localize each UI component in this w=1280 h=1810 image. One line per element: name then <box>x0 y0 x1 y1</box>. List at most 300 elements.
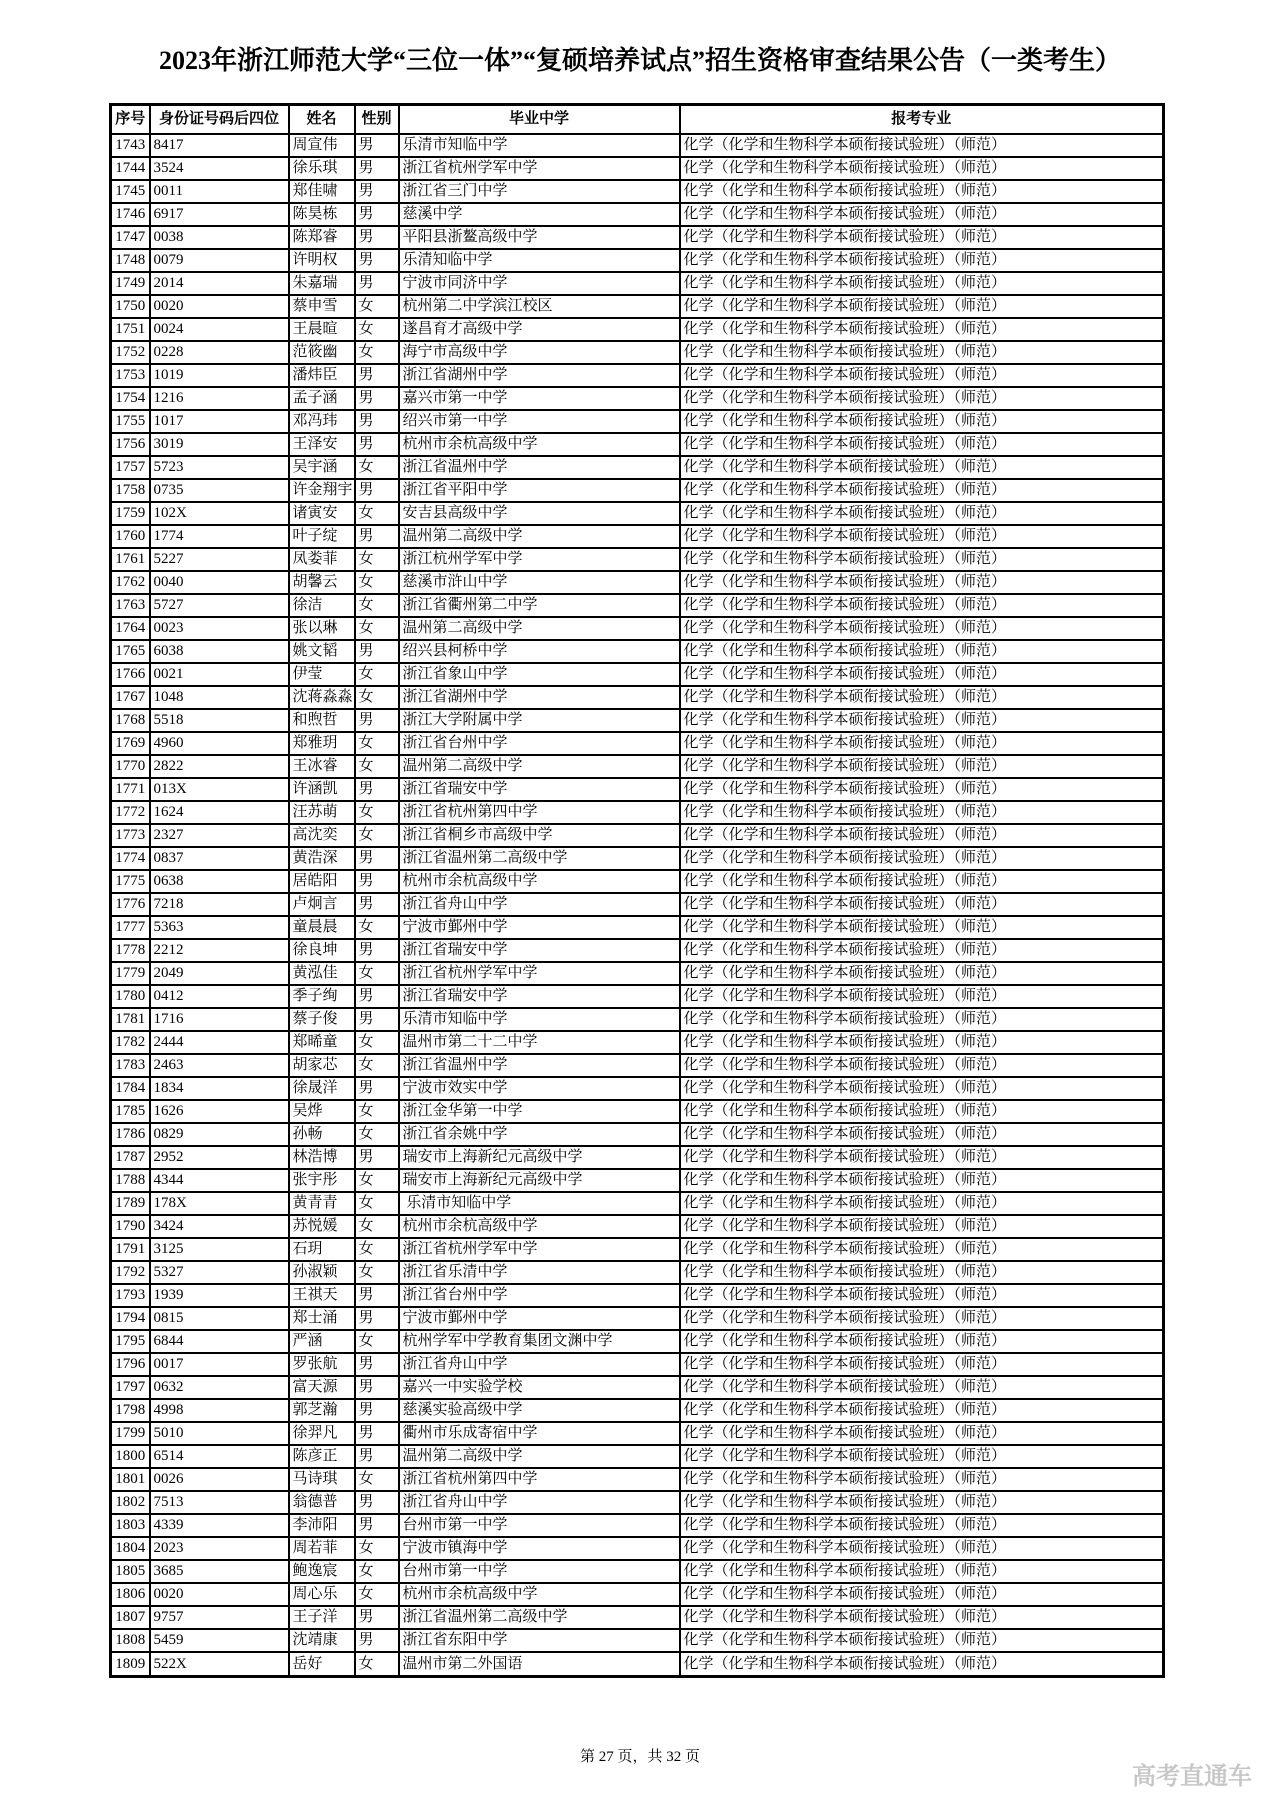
cell-gender: 男 <box>355 1491 399 1514</box>
cell-school: 温州第二高级中学 <box>399 1445 680 1468</box>
cell-major: 化学（化学和生物科学本硕衔接试验班）（师范） <box>680 962 1164 985</box>
cell-seq: 1783 <box>111 1054 150 1077</box>
cell-gender: 女 <box>355 732 399 755</box>
cell-major: 化学（化学和生物科学本硕衔接试验班）（师范） <box>680 1537 1164 1560</box>
cell-gender: 男 <box>355 1146 399 1169</box>
cell-seq: 1786 <box>111 1123 150 1146</box>
cell-id-last4: 178X <box>150 1192 289 1215</box>
cell-id-last4: 3019 <box>150 433 289 456</box>
cell-name: 陈郑睿 <box>289 226 355 249</box>
cell-major: 化学（化学和生物科学本硕衔接试验班）（师范） <box>680 180 1164 203</box>
cell-gender: 男 <box>355 1422 399 1445</box>
cell-name: 沈靖康 <box>289 1629 355 1652</box>
cell-school: 浙江省台州中学 <box>399 1284 680 1307</box>
cell-name: 邓冯玮 <box>289 410 355 433</box>
table-row <box>111 732 1164 755</box>
cell-name: 和煦哲 <box>289 709 355 732</box>
cell-name: 范筱幽 <box>289 341 355 364</box>
cell-id-last4: 1624 <box>150 801 289 824</box>
cell-seq: 1788 <box>111 1169 150 1192</box>
cell-gender: 女 <box>355 341 399 364</box>
cell-name: 苏悦媛 <box>289 1215 355 1238</box>
cell-major: 化学（化学和生物科学本硕衔接试验班）（师范） <box>680 1077 1164 1100</box>
cell-major: 化学（化学和生物科学本硕衔接试验班）（师范） <box>680 1560 1164 1583</box>
cell-gender: 男 <box>355 157 399 180</box>
cell-school: 浙江省三门中学 <box>399 180 680 203</box>
cell-name: 孙畅 <box>289 1123 355 1146</box>
results-table <box>109 103 1165 1678</box>
cell-gender: 女 <box>355 1560 399 1583</box>
table-row <box>111 1652 1164 1677</box>
table-row <box>111 985 1164 1008</box>
cell-name: 胡馨云 <box>289 571 355 594</box>
table-row <box>111 755 1164 778</box>
cell-name: 马诗琪 <box>289 1468 355 1491</box>
cell-id-last4: 0829 <box>150 1123 289 1146</box>
table-row <box>111 502 1164 525</box>
cell-name: 吴烨 <box>289 1100 355 1123</box>
cell-id-last4: 5518 <box>150 709 289 732</box>
table-row <box>111 686 1164 709</box>
cell-major: 化学（化学和生物科学本硕衔接试验班）（师范） <box>680 1422 1164 1445</box>
cell-name: 张以琳 <box>289 617 355 640</box>
cell-major: 化学（化学和生物科学本硕衔接试验班）（师范） <box>680 870 1164 893</box>
cell-major: 化学（化学和生物科学本硕衔接试验班）（师范） <box>680 134 1164 157</box>
table-row <box>111 1376 1164 1399</box>
cell-school: 浙江省温州第二高级中学 <box>399 1606 680 1629</box>
cell-seq: 1804 <box>111 1537 150 1560</box>
cell-seq: 1760 <box>111 525 150 548</box>
cell-id-last4: 0638 <box>150 870 289 893</box>
cell-gender: 男 <box>355 847 399 870</box>
table-row <box>111 1192 1164 1215</box>
cell-name: 潘炜臣 <box>289 364 355 387</box>
cell-gender: 女 <box>355 663 399 686</box>
cell-school: 衢州市乐成寄宿中学 <box>399 1422 680 1445</box>
cell-name: 伊莹 <box>289 663 355 686</box>
cell-seq: 1752 <box>111 341 150 364</box>
cell-seq: 1796 <box>111 1353 150 1376</box>
cell-seq: 1776 <box>111 893 150 916</box>
cell-name: 岳好 <box>289 1652 355 1677</box>
cell-seq: 1805 <box>111 1560 150 1583</box>
cell-major: 化学（化学和生物科学本硕衔接试验班）（师范） <box>680 1468 1164 1491</box>
cell-school: 浙江省瑞安中学 <box>399 985 680 1008</box>
cell-id-last4: 522X <box>150 1652 289 1677</box>
cell-name: 黄泓佳 <box>289 962 355 985</box>
cell-id-last4: 0040 <box>150 571 289 594</box>
page-number: 第 27 页，共 32 页 <box>579 1749 700 1765</box>
cell-name: 诸寅安 <box>289 502 355 525</box>
cell-school: 安吉县高级中学 <box>399 502 680 525</box>
cell-gender: 女 <box>355 1169 399 1192</box>
cell-id-last4: 2444 <box>150 1031 289 1054</box>
cell-name: 徐乐琪 <box>289 157 355 180</box>
cell-gender: 男 <box>355 226 399 249</box>
cell-school: 温州市第二外国语 <box>399 1652 680 1677</box>
cell-school: 浙江省台州中学 <box>399 732 680 755</box>
cell-name: 张宇彤 <box>289 1169 355 1192</box>
table-row <box>111 1606 1164 1629</box>
cell-id-last4: 2463 <box>150 1054 289 1077</box>
cell-id-last4: 5010 <box>150 1422 289 1445</box>
cell-id-last4: 5327 <box>150 1261 289 1284</box>
cell-major: 化学（化学和生物科学本硕衔接试验班）（师范） <box>680 916 1164 939</box>
cell-major: 化学（化学和生物科学本硕衔接试验班）（师范） <box>680 1100 1164 1123</box>
header-id-last4: 身份证号码后四位 <box>150 105 289 135</box>
table-row <box>111 1422 1164 1445</box>
table-row <box>111 203 1164 226</box>
header-school: 毕业中学 <box>399 105 680 135</box>
cell-major: 化学（化学和生物科学本硕衔接试验班）（师范） <box>680 1606 1164 1629</box>
cell-gender: 男 <box>355 709 399 732</box>
cell-name: 童晨晨 <box>289 916 355 939</box>
cell-gender: 男 <box>355 1629 399 1652</box>
cell-name: 许金翔宇 <box>289 479 355 502</box>
cell-gender: 男 <box>355 1077 399 1100</box>
cell-major: 化学（化学和生物科学本硕衔接试验班）（师范） <box>680 778 1164 801</box>
cell-seq: 1789 <box>111 1192 150 1215</box>
table-row <box>111 433 1164 456</box>
cell-name: 蔡申雪 <box>289 295 355 318</box>
cell-gender: 男 <box>355 180 399 203</box>
table-row <box>111 571 1164 594</box>
cell-name: 李沛阳 <box>289 1514 355 1537</box>
cell-gender: 女 <box>355 571 399 594</box>
cell-name: 居皓阳 <box>289 870 355 893</box>
cell-seq: 1744 <box>111 157 150 180</box>
cell-name: 孙淑颖 <box>289 1261 355 1284</box>
cell-name: 孟子涵 <box>289 387 355 410</box>
cell-major: 化学（化学和生物科学本硕衔接试验班）（师范） <box>680 985 1164 1008</box>
cell-seq: 1795 <box>111 1330 150 1353</box>
cell-gender: 女 <box>355 1215 399 1238</box>
cell-major: 化学（化学和生物科学本硕衔接试验班）（师范） <box>680 1169 1164 1192</box>
cell-seq: 1747 <box>111 226 150 249</box>
cell-seq: 1785 <box>111 1100 150 1123</box>
cell-id-last4: 0632 <box>150 1376 289 1399</box>
cell-major: 化学（化学和生物科学本硕衔接试验班）（师范） <box>680 824 1164 847</box>
cell-seq: 1792 <box>111 1261 150 1284</box>
table-row <box>111 456 1164 479</box>
table-row <box>111 1445 1164 1468</box>
cell-school: 乐清知临中学 <box>399 249 680 272</box>
cell-major: 化学（化学和生物科学本硕衔接试验班）（师范） <box>680 1261 1164 1284</box>
cell-gender: 女 <box>355 801 399 824</box>
cell-gender: 女 <box>355 502 399 525</box>
cell-major: 化学（化学和生物科学本硕衔接试验班）（师范） <box>680 318 1164 341</box>
cell-seq: 1798 <box>111 1399 150 1422</box>
cell-gender: 女 <box>355 1468 399 1491</box>
cell-name: 郑士涌 <box>289 1307 355 1330</box>
cell-id-last4: 6844 <box>150 1330 289 1353</box>
cell-name: 鲍逸宸 <box>289 1560 355 1583</box>
cell-major: 化学（化学和生物科学本硕衔接试验班）（师范） <box>680 1353 1164 1376</box>
cell-gender: 男 <box>355 778 399 801</box>
cell-gender: 女 <box>355 1123 399 1146</box>
table-row <box>111 1146 1164 1169</box>
cell-school: 浙江省温州中学 <box>399 1054 680 1077</box>
cell-school: 绍兴市第一中学 <box>399 410 680 433</box>
cell-name: 王子洋 <box>289 1606 355 1629</box>
cell-major: 化学（化学和生物科学本硕衔接试验班）（师范） <box>680 1330 1164 1353</box>
cell-name: 许明权 <box>289 249 355 272</box>
cell-major: 化学（化学和生物科学本硕衔接试验班）（师范） <box>680 893 1164 916</box>
cell-gender: 女 <box>355 824 399 847</box>
cell-seq: 1745 <box>111 180 150 203</box>
cell-name: 王祺天 <box>289 1284 355 1307</box>
cell-school: 瑞安市上海新纪元高级中学 <box>399 1146 680 1169</box>
cell-name: 姚文韬 <box>289 640 355 663</box>
cell-name: 严涵 <box>289 1330 355 1353</box>
cell-school: 台州市第一中学 <box>399 1514 680 1537</box>
table-row <box>111 548 1164 571</box>
cell-school: 浙江省舟山中学 <box>399 893 680 916</box>
table-row <box>111 525 1164 548</box>
cell-major: 化学（化学和生物科学本硕衔接试验班）（师范） <box>680 1123 1164 1146</box>
cell-school: 温州第二高级中学 <box>399 525 680 548</box>
cell-seq: 1768 <box>111 709 150 732</box>
cell-school: 平阳县浙鳌高级中学 <box>399 226 680 249</box>
cell-school: 杭州学军中学教育集团文渊中学 <box>399 1330 680 1353</box>
cell-major: 化学（化学和生物科学本硕衔接试验班）（师范） <box>680 456 1164 479</box>
cell-gender: 男 <box>355 433 399 456</box>
cell-school: 浙江省东阳中学 <box>399 1629 680 1652</box>
cell-id-last4: 3524 <box>150 157 289 180</box>
table-row <box>111 272 1164 295</box>
header-seq: 序号 <box>111 105 150 135</box>
cell-school: 杭州第二中学滨江校区 <box>399 295 680 318</box>
cell-id-last4: 1048 <box>150 686 289 709</box>
table-row <box>111 1560 1164 1583</box>
table-row <box>111 157 1164 180</box>
table-row <box>111 594 1164 617</box>
cell-id-last4: 7513 <box>150 1491 289 1514</box>
cell-name: 徐洁 <box>289 594 355 617</box>
cell-gender: 男 <box>355 479 399 502</box>
cell-school: 浙江省桐乡市高级中学 <box>399 824 680 847</box>
cell-name: 郑晞童 <box>289 1031 355 1054</box>
cell-id-last4: 4339 <box>150 1514 289 1537</box>
cell-seq: 1761 <box>111 548 150 571</box>
cell-name: 周若菲 <box>289 1537 355 1560</box>
cell-seq: 1802 <box>111 1491 150 1514</box>
table-row <box>111 939 1164 962</box>
cell-school: 浙江省平阳中学 <box>399 479 680 502</box>
cell-major: 化学（化学和生物科学本硕衔接试验班）（师范） <box>680 939 1164 962</box>
cell-major: 化学（化学和生物科学本硕衔接试验班）（师范） <box>680 617 1164 640</box>
table-row <box>111 479 1164 502</box>
cell-major: 化学（化学和生物科学本硕衔接试验班）（师范） <box>680 1031 1164 1054</box>
cell-id-last4: 3685 <box>150 1560 289 1583</box>
table-row <box>111 410 1164 433</box>
cell-id-last4: 2014 <box>150 272 289 295</box>
table-row <box>111 295 1164 318</box>
cell-name: 吴宇涵 <box>289 456 355 479</box>
cell-gender: 男 <box>355 640 399 663</box>
cell-major: 化学（化学和生物科学本硕衔接试验班）（师范） <box>680 847 1164 870</box>
cell-school: 浙江省杭州第四中学 <box>399 1468 680 1491</box>
cell-seq: 1780 <box>111 985 150 1008</box>
cell-name: 汪苏萌 <box>289 801 355 824</box>
cell-gender: 男 <box>355 387 399 410</box>
cell-name: 富天源 <box>289 1376 355 1399</box>
cell-school: 遂昌育才高级中学 <box>399 318 680 341</box>
cell-gender: 男 <box>355 1353 399 1376</box>
cell-school: 浙江大学附属中学 <box>399 709 680 732</box>
cell-major: 化学（化学和生物科学本硕衔接试验班）（师范） <box>680 341 1164 364</box>
cell-seq: 1779 <box>111 962 150 985</box>
cell-name: 周宣伟 <box>289 134 355 157</box>
cell-name: 叶子绽 <box>289 525 355 548</box>
cell-id-last4: 0023 <box>150 617 289 640</box>
cell-school: 浙江省舟山中学 <box>399 1353 680 1376</box>
cell-seq: 1767 <box>111 686 150 709</box>
table-row <box>111 1353 1164 1376</box>
cell-seq: 1797 <box>111 1376 150 1399</box>
cell-school: 台州市第一中学 <box>399 1560 680 1583</box>
cell-gender: 女 <box>355 1330 399 1353</box>
table-row <box>111 1583 1164 1606</box>
cell-id-last4: 3424 <box>150 1215 289 1238</box>
header-name: 姓名 <box>289 105 355 135</box>
cell-id-last4: 1626 <box>150 1100 289 1123</box>
cell-id-last4: 1939 <box>150 1284 289 1307</box>
cell-gender: 男 <box>355 1399 399 1422</box>
cell-major: 化学（化学和生物科学本硕衔接试验班）（师范） <box>680 1376 1164 1399</box>
cell-major: 化学（化学和生物科学本硕衔接试验班）（师范） <box>680 1445 1164 1468</box>
watermark-gaokao-zhitongche: 高考直通车 <box>1132 1764 1252 1790</box>
cell-seq: 1790 <box>111 1215 150 1238</box>
cell-gender: 女 <box>355 1192 399 1215</box>
cell-id-last4: 5727 <box>150 594 289 617</box>
cell-seq: 1791 <box>111 1238 150 1261</box>
cell-id-last4: 013X <box>150 778 289 801</box>
table-row <box>111 1215 1164 1238</box>
cell-seq: 1800 <box>111 1445 150 1468</box>
cell-gender: 男 <box>355 1008 399 1031</box>
cell-school: 浙江省湖州中学 <box>399 686 680 709</box>
cell-name: 郭芝瀚 <box>289 1399 355 1422</box>
cell-id-last4: 2327 <box>150 824 289 847</box>
cell-id-last4: 9757 <box>150 1606 289 1629</box>
cell-seq: 1753 <box>111 364 150 387</box>
cell-gender: 女 <box>355 686 399 709</box>
table-row <box>111 1629 1164 1652</box>
cell-seq: 1775 <box>111 870 150 893</box>
cell-gender: 男 <box>355 525 399 548</box>
cell-seq: 1801 <box>111 1468 150 1491</box>
cell-major: 化学（化学和生物科学本硕衔接试验班）（师范） <box>680 1491 1164 1514</box>
cell-id-last4: 4960 <box>150 732 289 755</box>
cell-name: 徐晟洋 <box>289 1077 355 1100</box>
table-row <box>111 1399 1164 1422</box>
table-row <box>111 870 1164 893</box>
cell-major: 化学（化学和生物科学本硕衔接试验班）（师范） <box>680 709 1164 732</box>
cell-major: 化学（化学和生物科学本硕衔接试验班）（师范） <box>680 1652 1164 1677</box>
cell-seq: 1755 <box>111 410 150 433</box>
cell-school: 嘉兴一中实验学校 <box>399 1376 680 1399</box>
cell-id-last4: 6514 <box>150 1445 289 1468</box>
cell-gender: 女 <box>355 318 399 341</box>
cell-id-last4: 0735 <box>150 479 289 502</box>
cell-seq: 1782 <box>111 1031 150 1054</box>
cell-major: 化学（化学和生物科学本硕衔接试验班）（师范） <box>680 249 1164 272</box>
cell-major: 化学（化学和生物科学本硕衔接试验班）（师范） <box>680 479 1164 502</box>
table-row <box>111 249 1164 272</box>
cell-school: 宁波市效实中学 <box>399 1077 680 1100</box>
cell-id-last4: 0815 <box>150 1307 289 1330</box>
cell-name: 徐良坤 <box>289 939 355 962</box>
cell-id-last4: 0020 <box>150 295 289 318</box>
cell-major: 化学（化学和生物科学本硕衔接试验班）（师范） <box>680 1215 1164 1238</box>
table-row <box>111 962 1164 985</box>
cell-major: 化学（化学和生物科学本硕衔接试验班）（师范） <box>680 1054 1164 1077</box>
table-row <box>111 1123 1164 1146</box>
cell-seq: 1746 <box>111 203 150 226</box>
table-row <box>111 364 1164 387</box>
table-row <box>111 1077 1164 1100</box>
cell-gender: 女 <box>355 916 399 939</box>
cell-id-last4: 1716 <box>150 1008 289 1031</box>
cell-seq: 1750 <box>111 295 150 318</box>
cell-major: 化学（化学和生物科学本硕衔接试验班）（师范） <box>680 1583 1164 1606</box>
cell-id-last4: 1774 <box>150 525 289 548</box>
cell-name: 郑佳啸 <box>289 180 355 203</box>
cell-gender: 男 <box>355 134 399 157</box>
cell-school: 温州第二高级中学 <box>399 617 680 640</box>
cell-seq: 1765 <box>111 640 150 663</box>
cell-id-last4: 5459 <box>150 1629 289 1652</box>
cell-school: 乐清市知临中学 <box>399 1192 680 1215</box>
cell-school: 杭州市余杭高级中学 <box>399 1215 680 1238</box>
cell-gender: 女 <box>355 617 399 640</box>
cell-gender: 女 <box>355 1583 399 1606</box>
table-row <box>111 1491 1164 1514</box>
cell-name: 凤娄菲 <box>289 548 355 571</box>
table-row <box>111 1537 1164 1560</box>
cell-name: 郑雅玥 <box>289 732 355 755</box>
table-row <box>111 1307 1164 1330</box>
cell-id-last4: 2049 <box>150 962 289 985</box>
cell-school: 宁波市同济中学 <box>399 272 680 295</box>
cell-name: 胡家芯 <box>289 1054 355 1077</box>
table-row <box>111 134 1164 157</box>
cell-seq: 1808 <box>111 1629 150 1652</box>
table-row <box>111 318 1164 341</box>
cell-seq: 1774 <box>111 847 150 870</box>
cell-gender: 女 <box>355 755 399 778</box>
cell-id-last4: 0228 <box>150 341 289 364</box>
cell-major: 化学（化学和生物科学本硕衔接试验班）（师范） <box>680 157 1164 180</box>
cell-gender: 男 <box>355 1376 399 1399</box>
cell-major: 化学（化学和生物科学本硕衔接试验班）（师范） <box>680 387 1164 410</box>
cell-name: 翁德普 <box>289 1491 355 1514</box>
cell-seq: 1809 <box>111 1652 150 1677</box>
table-row <box>111 916 1164 939</box>
cell-id-last4: 0024 <box>150 318 289 341</box>
cell-school: 慈溪市浒山中学 <box>399 571 680 594</box>
cell-major: 化学（化学和生物科学本硕衔接试验班）（师范） <box>680 203 1164 226</box>
cell-major: 化学（化学和生物科学本硕衔接试验班）（师范） <box>680 410 1164 433</box>
cell-school: 浙江省杭州第四中学 <box>399 801 680 824</box>
cell-major: 化学（化学和生物科学本硕衔接试验班）（师范） <box>680 295 1164 318</box>
cell-seq: 1764 <box>111 617 150 640</box>
cell-seq: 1784 <box>111 1077 150 1100</box>
cell-school: 浙江省杭州学军中学 <box>399 157 680 180</box>
cell-seq: 1773 <box>111 824 150 847</box>
cell-name: 沈蒋淼淼 <box>289 686 355 709</box>
